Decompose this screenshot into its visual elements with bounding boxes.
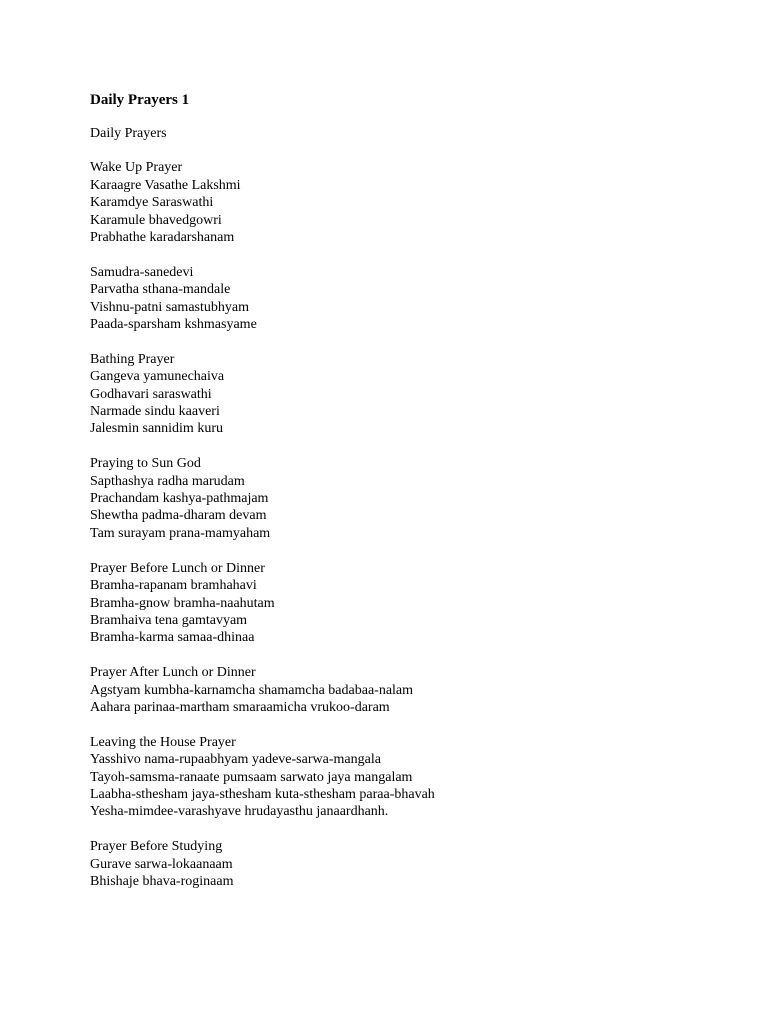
- prayer-section-leaving-house: [90, 734, 730, 821]
- prayer-line: Jalesmin sannidim kuru: [90, 421, 223, 437]
- prayer-section-before-meal: [90, 560, 730, 647]
- prayer-heading: Prayer Before Studying: [90, 839, 223, 855]
- prayer-line: Laabha-sthesham jaya-sthesham kuta-sthesham paraa-bhavah: [90, 786, 435, 802]
- prayer-line: Bramha-karma samaa-dhinaa: [90, 630, 255, 646]
- prayer-heading: Praying to Sun God: [90, 456, 201, 472]
- prayer-line: Gangeva yamunechaiva: [90, 369, 225, 385]
- prayer-heading: Bathing Prayer: [90, 351, 175, 367]
- prayer-heading: Leaving the House Prayer: [90, 734, 236, 750]
- prayer-line: Bhishaje bhava-roginaam: [90, 873, 234, 889]
- prayer-section-sun-god: [90, 455, 730, 542]
- prayer-line: Yasshivo nama-rupaabhyam yadeve-sarwa-mangala: [90, 752, 381, 768]
- prayer-heading: Wake Up Prayer: [90, 160, 183, 176]
- prayer-line: Karaagre Vasathe Lakshmi: [90, 177, 241, 193]
- prayer-line: Aahara parinaa-martham smaraamicha vrukoo-daram: [90, 699, 390, 715]
- prayer-line: Parvatha sthana-mandale: [90, 282, 231, 298]
- prayer-section-bathing: [90, 351, 730, 438]
- prayer-line: Tam surayam prana-mamyaham: [90, 525, 271, 541]
- prayer-line: Bramha-rapanam bramhahavi: [90, 578, 257, 594]
- prayer-line: Tayoh-samsma-ranaate pumsaam sarwato jaya mangalam: [90, 769, 413, 785]
- prayer-line: Bramhaiva tena gamtavyam: [90, 612, 248, 628]
- prayer-line: Karamdye Saraswathi: [90, 195, 214, 211]
- document-title: Daily Prayers 1: [90, 92, 190, 108]
- prayer-section-after-meal: [90, 664, 730, 716]
- prayer-line: Gurave sarwa-lokaanaam: [90, 856, 233, 872]
- prayer-line: Samudra-sanedevi: [90, 264, 194, 280]
- prayer-line: Vishnu-patni samastubhyam: [90, 299, 249, 315]
- prayer-section-wake-up: [90, 159, 730, 246]
- prayer-line: Shewtha padma-dharam devam: [90, 508, 267, 524]
- prayer-heading: Prayer Before Lunch or Dinner: [90, 560, 265, 576]
- prayer-line: Sapthashya radha marudam: [90, 473, 245, 489]
- prayer-line: Paada-sparsham kshmasyame: [90, 317, 257, 333]
- prayer-line: Karamule bhavedgowri: [90, 212, 222, 228]
- prayer-heading: Prayer After Lunch or Dinner: [90, 665, 256, 681]
- prayer-section-before-studying: [90, 838, 730, 890]
- prayer-line: Godhavari saraswathi: [90, 386, 212, 402]
- prayer-line: Bramha-gnow bramha-naahutam: [90, 595, 275, 611]
- prayer-line: Agstyam kumbha-karnamcha shamamcha badabaa-nalam: [90, 682, 414, 698]
- prayer-line: Yesha-mimdee-varashyave hrudayasthu janaardhanh.: [90, 804, 389, 820]
- prayer-section-samudra: [90, 264, 730, 334]
- prayer-line: Prachandam kashya-pathmajam: [90, 491, 269, 507]
- prayer-line: Narmade sindu kaaveri: [90, 404, 220, 420]
- document-page: [90, 90, 730, 908]
- prayer-line: Prabhathe karadarshanam: [90, 230, 235, 246]
- document-subtitle: Daily Prayers: [90, 126, 167, 141]
